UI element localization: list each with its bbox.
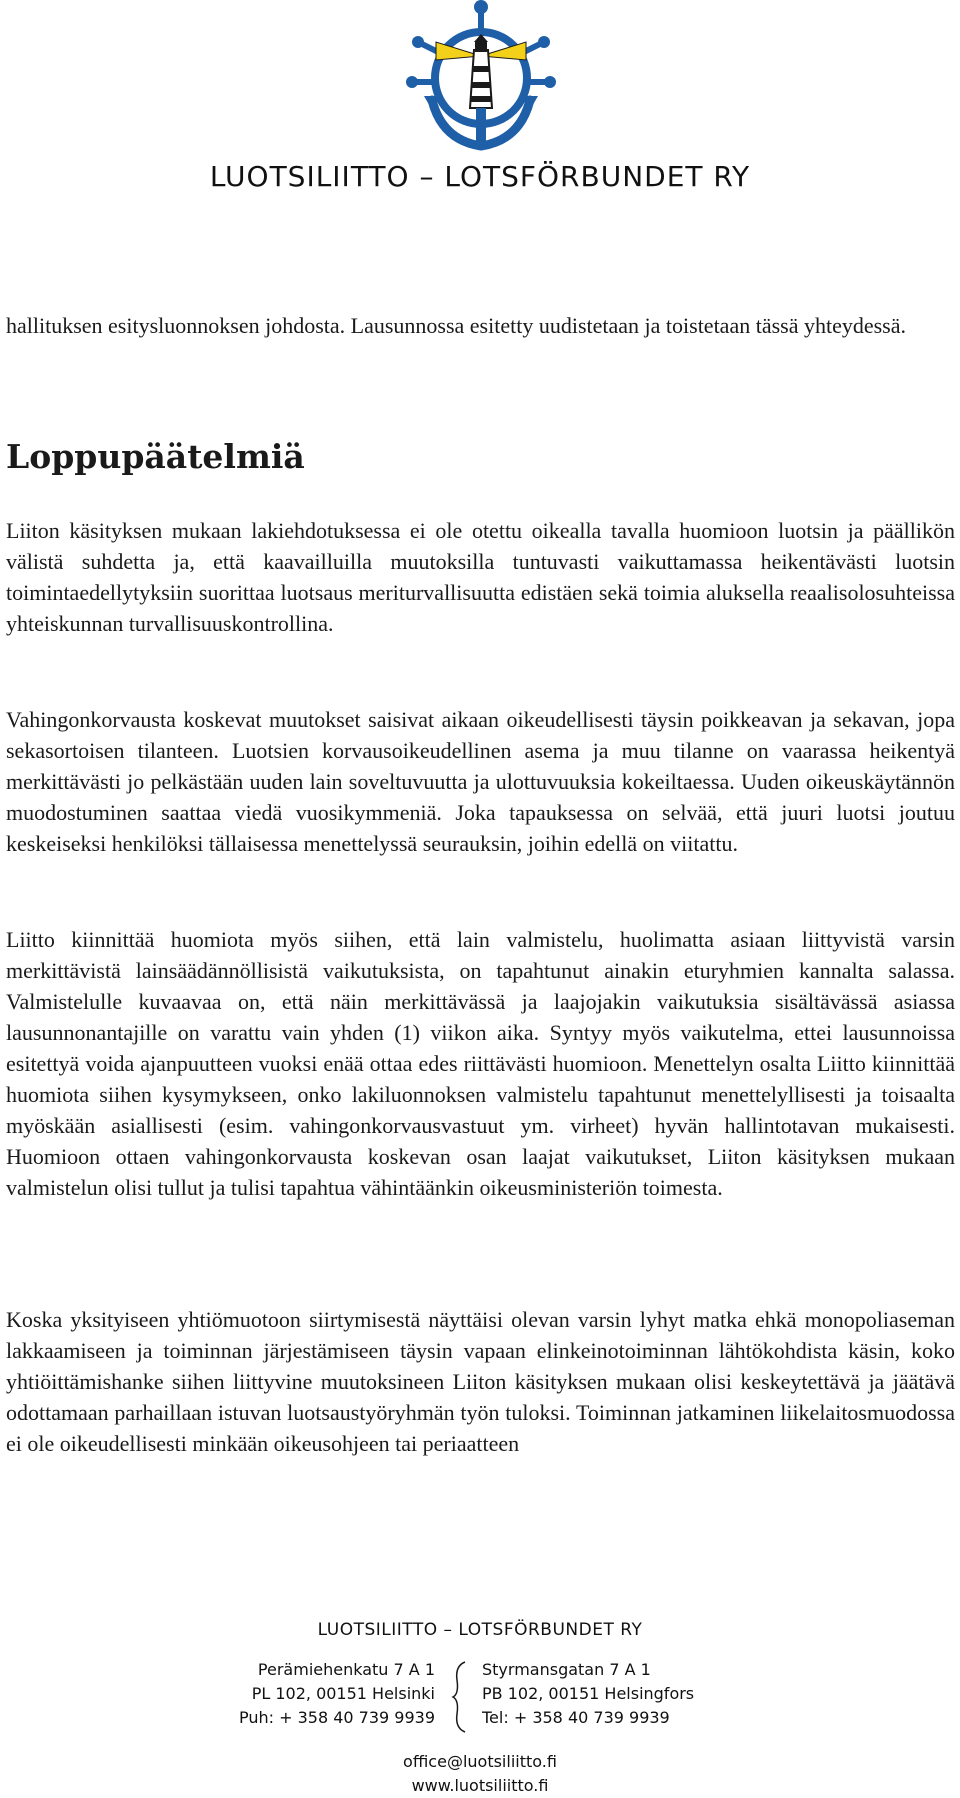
footer-brace-divider [449, 1660, 473, 1734]
conclusion-paragraph-1: Liiton käsityksen mukaan lakiehdotuksessa ei ole otettu oikealla tavalla huomioon luotsin ja päällikön välistä suhdetta ja, että kaavailluilla muutoksilla tuntuvasti vaikuttamassa heikentävästi luotsin toimintaedellytyksiin suorittaa luotsaus meriturvallisuutta edistäen sekä toimia aluksella reaalisolosuhteissa yhteiskunnan turvallisuuskontrollina. [6, 518, 955, 636]
footer-website-link[interactable]: www.luotsiliitto.fi [411, 1776, 549, 1795]
address-phone: Tel: + 358 40 739 9939 [482, 1708, 670, 1727]
address-postal: PB 102, 00151 Helsingfors [482, 1684, 695, 1703]
footer-contact [0, 1750, 960, 1798]
address-phone: Puh: + 358 40 739 9939 [238, 1708, 435, 1727]
footer-email-link[interactable]: office@luotsiliitto.fi [403, 1752, 557, 1771]
conclusion-paragraph-2: Vahingonkorvausta koskevat muutokset saisivat aikaan oikeudellisesti täysin poikkeavan ja sekavan, jopa sekasortoisen tilanteen. Luotsien korvausoikeudellinen asema ja muu tilanne on vaarassa heikentyä merkittävästi jo pelkästään uuden lain soveltuvuutta ja ulottuvuuksia kokeiltaessa. Uuden oikeuskäytännön muodostuminen saattaa viedä vuosikymmeniä. Joka tapauksessa on selvää, että juuri luotsi joutuu keskeiseksi henkilöksi tällaisessa menettelyssä seurauksin, joihin edellä on viitattu. [6, 707, 955, 856]
address-postal: PL 102, 00151 Helsinki [251, 1684, 435, 1703]
conclusion-paragraph-4: Koska yksityiseen yhtiömuotoon siirtymisestä näyttäisi olevan varsin lyhyt matka ehkä monopoliaseman lakkaamiseen ja toiminnan järjestämiseen täysin vapaan elinkeinotoiminnan lähtökohdista käsin, koko yhtiöittämishanke siihen liittyvine muutoksineen Liiton käsityksen mukaan olisi keskeytettävä ja jäätävä odottamaan parhaillaan istuvan luotsaustyöryhmän työn tuloksi. Toiminnan jatkaminen liikelaitosmuodossa ei ole oikeudellisesti minkään oikeusohjeen tai periaatteen [6, 1307, 955, 1456]
footer-address-finnish [239, 1658, 435, 1730]
conclusion-paragraph-3: Liitto kiinnittää huomiota myös siihen, että lain valmistelu, huolimatta asiaan liittyvistä varsin merkittävistä lainsäädännöllisistä vaikutuksista, on tapahtunut ainakin eturyhmien kannalta salassa. Valmistelulle kuvaavaa on, että näin merkittävässä ja laajojakin vaikutuksia sisältävässä asiassa lausunnonantajille on varattu vain yhden (1) viikon aika. Syntyy myös vaikutelma, ettei lausunnoissa esitettyä voida ajanpuutteen vuoksi enää ottaa edes riittävästi huomioon. Menettelyn osalta Liitto kiinnittää huomiota siihen kysymykseen, onko lakiluonnoksen valmistelu tapahtunut menettelyllisesti ja toisaalta myöskään asiallisesti (esim. vahingonkorvausvastuut ym. virheet) hyvän hallintotavan mukaisesti. Huomioon ottaen vahingonkorvausta koskevan osan laajat vaikutukset, Liiton käsityksen mukaan valmistelun olisi tullut ja tulisi tapahtua vähintäänkin oikeusministeriön toimesta. [6, 927, 955, 1200]
address-street: Styrmansgatan 7 A 1 [482, 1660, 651, 1679]
union-logo-icon [402, 0, 560, 152]
footer-address-swedish [482, 1658, 694, 1730]
intro-paragraph: hallituksen esitysluonnoksen johdosta. Lausunnossa esitetty uudistetaan ja toistetaan tässä yhteydessä. [6, 313, 907, 338]
organization-name-header: LUOTSILIITTO – LOTSFÖRBUNDET RY [209, 160, 751, 193]
address-street: Perämiehenkatu 7 A 1 [257, 1660, 435, 1679]
section-heading: Loppupäätelmiä [6, 437, 305, 476]
footer-organization-name: LUOTSILIITTO – LOTSFÖRBUNDET RY [317, 1620, 643, 1640]
